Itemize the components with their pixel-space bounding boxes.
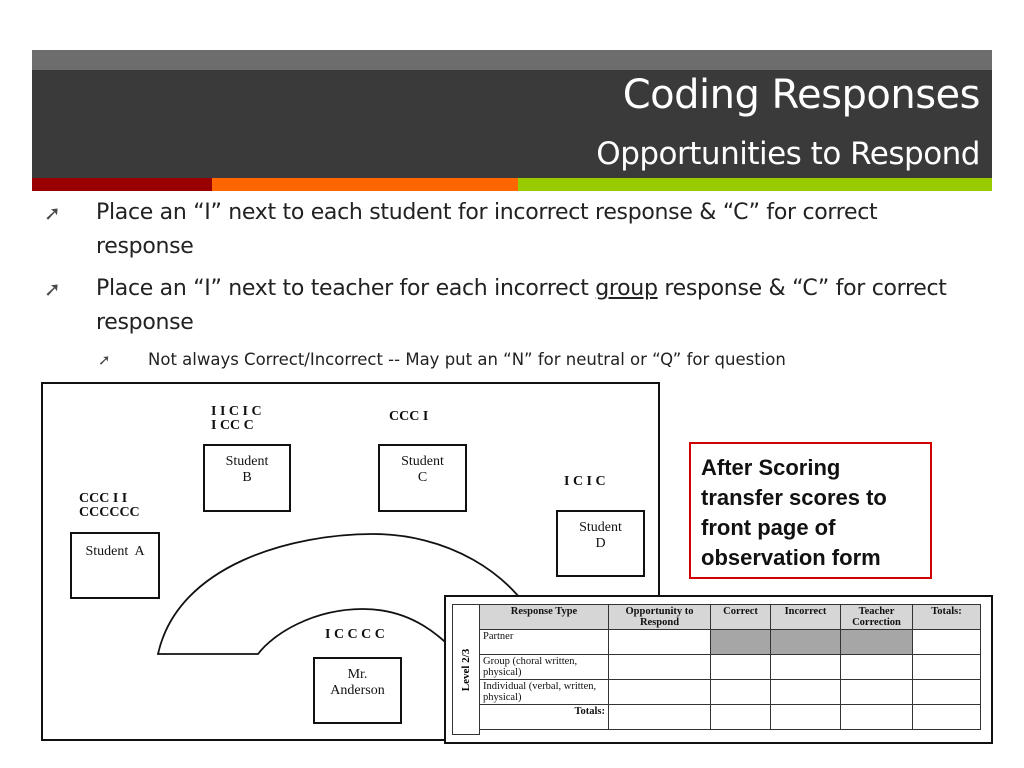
- student-c-box: [378, 444, 467, 512]
- title-bar: [32, 70, 992, 178]
- table-cell: [609, 655, 711, 680]
- table-cell: [841, 705, 913, 730]
- table-cell: [711, 655, 771, 680]
- bullet-text: Place an “I” next to each student for incorrect response & “C” for correct response: [96, 200, 878, 259]
- totals-label: Totals:: [480, 705, 609, 730]
- bullet-text: response & “C” for correct response: [96, 276, 947, 335]
- teacher-box: [313, 657, 402, 724]
- header-cell: Opportunity to Respond: [609, 605, 711, 630]
- table-cell: [609, 705, 711, 730]
- arrow-bullet-icon: ➚: [44, 201, 61, 225]
- table-cell: [711, 680, 771, 705]
- table-cell-shaded: [771, 630, 841, 655]
- student-a-code: CCC I I CCCCCC: [79, 491, 140, 520]
- student-a-box: [70, 532, 160, 599]
- student-a-label: Student A: [85, 544, 145, 559]
- row-label: Individual (verbal, written, physical): [480, 680, 609, 705]
- level-column: [452, 604, 480, 735]
- table-row: [480, 655, 981, 680]
- table-cell: [913, 630, 981, 655]
- sub-bullet-item: [40, 348, 980, 372]
- teacher-label: Mr. Anderson: [330, 667, 385, 698]
- callout-box: After Scoring transfer scores to front page of observation form: [689, 442, 932, 579]
- form-table: [479, 604, 981, 730]
- header-cell: Correct: [711, 605, 771, 630]
- table-cell: [913, 655, 981, 680]
- arrow-bullet-icon: ➚: [44, 277, 61, 301]
- table-cell: [771, 655, 841, 680]
- bullet-item: [40, 272, 980, 340]
- sub-bullet-text: Not always Correct/Incorrect -- May put an “N” for neutral or “Q” for question: [148, 350, 786, 369]
- table-totals-row: [480, 705, 981, 730]
- student-b-label: Student B: [225, 454, 269, 485]
- student-d-code: I C I C: [564, 474, 606, 489]
- row-label: Group (choral written, physical): [480, 655, 609, 680]
- table-cell-shaded: [711, 630, 771, 655]
- table-cell: [841, 655, 913, 680]
- table-cell: [913, 680, 981, 705]
- bullet-item: [40, 196, 980, 264]
- bullet-text: Place an “I” next to teacher for each incorrect: [96, 276, 596, 301]
- stripe-green: [518, 178, 992, 191]
- table-cell: [771, 705, 841, 730]
- teacher-code: I C C C C: [325, 627, 385, 642]
- table-cell: [609, 630, 711, 655]
- student-b-box: [203, 444, 291, 512]
- title-top-band: [32, 50, 992, 70]
- table-cell-shaded: [841, 630, 913, 655]
- header-cell: Incorrect: [771, 605, 841, 630]
- table-cell: [841, 680, 913, 705]
- bullet-underlined-word: group: [595, 276, 658, 301]
- student-d-box: [556, 510, 645, 577]
- table-cell: [771, 680, 841, 705]
- table-header-row: [480, 605, 981, 630]
- table-row: [480, 630, 981, 655]
- header-cell: Response Type: [480, 605, 609, 630]
- bullet-list: [40, 196, 980, 372]
- observation-form-table: [444, 595, 993, 744]
- level-label: Level 2/3: [460, 648, 472, 691]
- student-b-code: I I C I C I CC C: [211, 404, 262, 433]
- student-c-code: CCC I: [389, 409, 429, 424]
- student-d-label: Student D: [579, 520, 622, 551]
- row-label: Partner: [480, 630, 609, 655]
- stripe-orange: [212, 178, 518, 191]
- slide-title: Coding Responses: [622, 72, 980, 118]
- table-cell: [913, 705, 981, 730]
- table-cell: [711, 705, 771, 730]
- header-cell: Totals:: [913, 605, 981, 630]
- arrow-bullet-icon: ➚: [98, 351, 111, 369]
- student-c-label: Student C: [401, 454, 444, 485]
- stripe-red: [32, 178, 212, 191]
- table-cell: [609, 680, 711, 705]
- table-row: [480, 680, 981, 705]
- slide-subtitle: Opportunities to Respond: [596, 136, 980, 172]
- header-cell: Teacher Correction: [841, 605, 913, 630]
